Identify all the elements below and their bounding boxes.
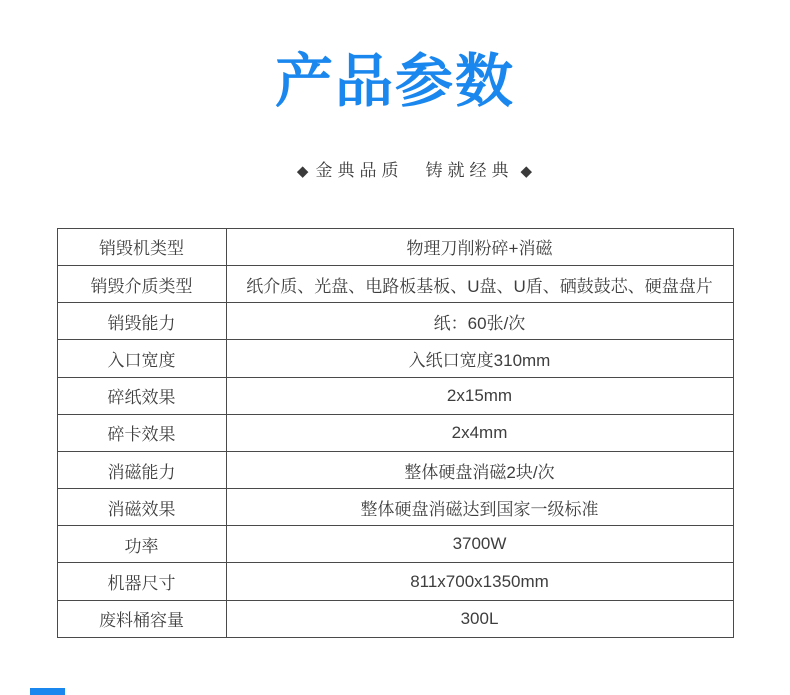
table-row [57,489,733,526]
table-row [57,526,733,563]
table-row [57,563,733,600]
spec-label-cell: 功率 [57,526,226,563]
spec-value-cell: 整体硬盘消磁达到国家一级标准 [226,489,733,526]
diamond-right-icon: ◆ [520,162,532,180]
spec-value-cell: 2x4mm [226,414,733,451]
diamond-left-icon: ◆ [296,162,309,180]
footer-accent-bar [30,688,65,695]
spec-label-cell: 入口宽度 [57,340,226,377]
table-row [57,451,733,488]
table-row [57,228,733,265]
page-subtitle [0,136,790,201]
spec-label-cell: 销毁能力 [57,303,226,340]
spec-label-cell: 机器尺寸 [57,563,226,600]
spec-value-cell: 整体硬盘消磁2块/次 [226,451,733,488]
table-row [57,265,733,302]
table-row [57,414,733,451]
spec-table-body [57,228,733,637]
spec-label-cell: 碎卡效果 [57,414,226,451]
spec-label-cell: 消磁能力 [57,451,226,488]
spec-value-cell: 物理刀削粉碎+消磁 [226,228,733,265]
spec-value-cell: 入纸口宽度310mm [226,340,733,377]
spec-value-cell: 3700W [226,526,733,563]
spec-value-cell: 纸介质、光盘、电路板基板、U盘、U盾、硒鼓鼓芯、硬盘盘片 [226,265,733,302]
spec-table [57,228,734,638]
spec-label-cell: 废料桶容量 [57,600,226,637]
table-row [57,377,733,414]
subtitle-text: 金典品质 铸就经典 [315,160,514,180]
spec-value-cell: 300L [226,600,733,637]
table-row [57,600,733,637]
page-title: 产品参数 [274,49,515,114]
spec-value-cell: 2x15mm [226,377,733,414]
spec-label-cell: 销毁介质类型 [57,265,226,302]
table-row [57,303,733,340]
spec-label-cell: 碎纸效果 [57,377,226,414]
product-parameters-section [0,50,790,638]
spec-label-cell: 销毁机类型 [57,228,226,265]
table-row [57,340,733,377]
spec-value-cell: 811x700x1350mm [226,563,733,600]
spec-value-cell: 纸：60张/次 [226,303,733,340]
spec-label-cell: 消磁效果 [57,489,226,526]
